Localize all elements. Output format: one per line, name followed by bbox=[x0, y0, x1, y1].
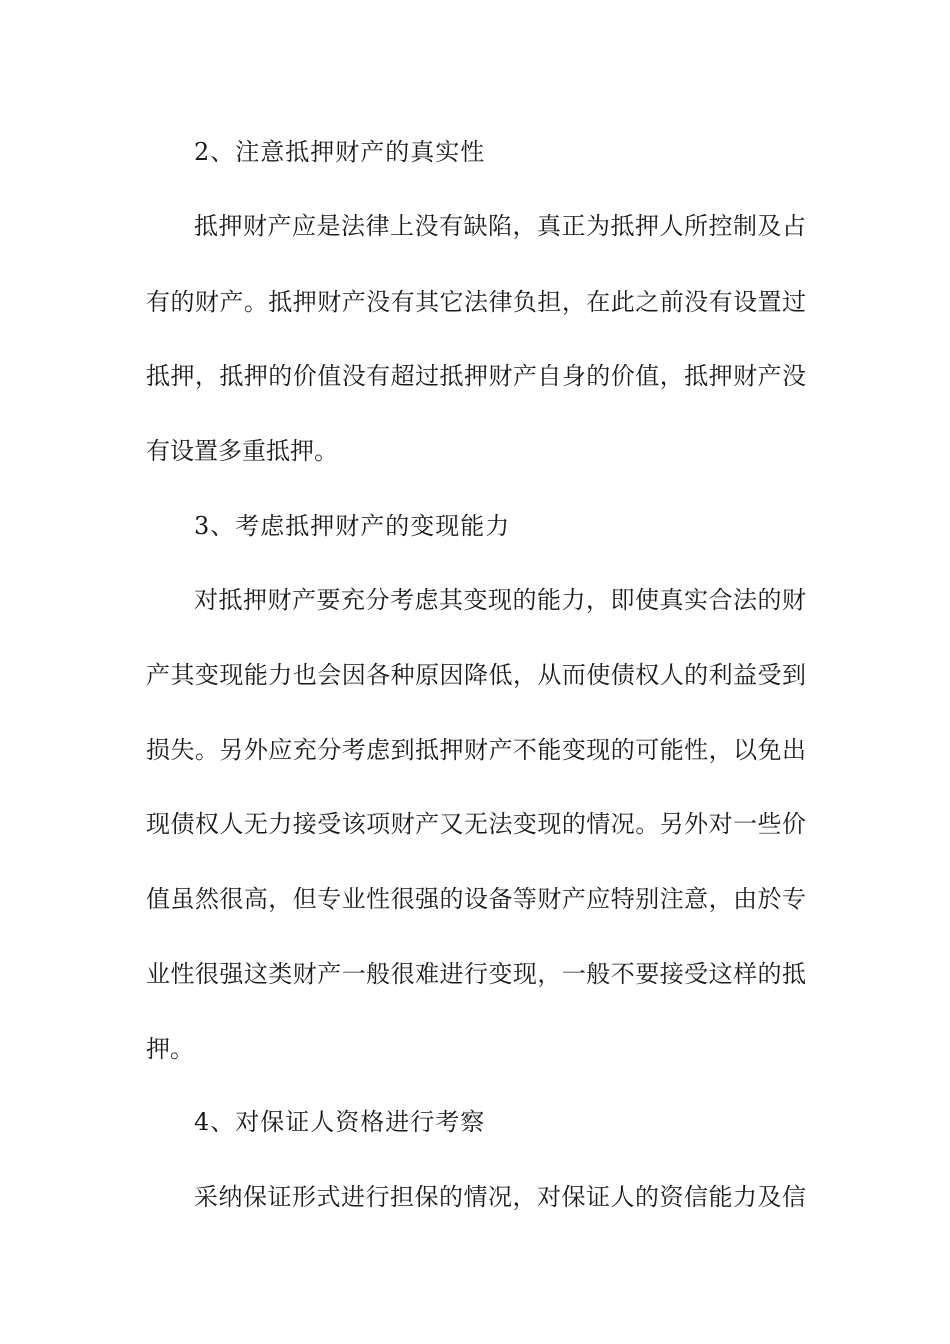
paragraph-line: 采纳保证形式进行担保的情况，对保证人的资信能力及信 bbox=[194, 1183, 806, 1211]
paragraph-line: 押。 bbox=[146, 1035, 194, 1063]
section-heading-2: 2、注意抵押财产的真实性 bbox=[194, 138, 486, 166]
section-heading-4: 4、对保证人资格进行考察 bbox=[194, 1108, 486, 1136]
paragraph-line: 产其变现能力也会因各种原因降低，从而使债权人的利益受到 bbox=[146, 661, 806, 689]
paragraph-line: 抵押财产应是法律上没有缺陷，真正为抵押人所控制及占 bbox=[194, 212, 806, 240]
paragraph-line: 值虽然很高，但专业性很强的设备等财产应特别注意，由於专 bbox=[146, 885, 806, 913]
paragraph-line: 对抵押财产要充分考虑其变现的能力，即使真实合法的财 bbox=[194, 586, 806, 614]
paragraph-line: 业性很强这类财产一般很难进行变现，一般不要接受这样的抵 bbox=[146, 960, 806, 988]
paragraph-line: 有的财产。抵押财产没有其它法律负担，在此之前没有设置过 bbox=[146, 288, 806, 316]
section-heading-3: 3、考虑抵押财产的变现能力 bbox=[194, 512, 511, 540]
paragraph-line: 抵押，抵押的价值没有超过抵押财产自身的价值，抵押财产没 bbox=[146, 362, 806, 390]
paragraph-line: 现债权人无力接受该项财产又无法变现的情况。另外对一些价 bbox=[146, 810, 806, 838]
paragraph-line: 有设置多重抵押。 bbox=[146, 437, 338, 465]
paragraph-line: 损失。另外应充分考虑到抵押财产不能变现的可能性，以免出 bbox=[146, 736, 806, 764]
